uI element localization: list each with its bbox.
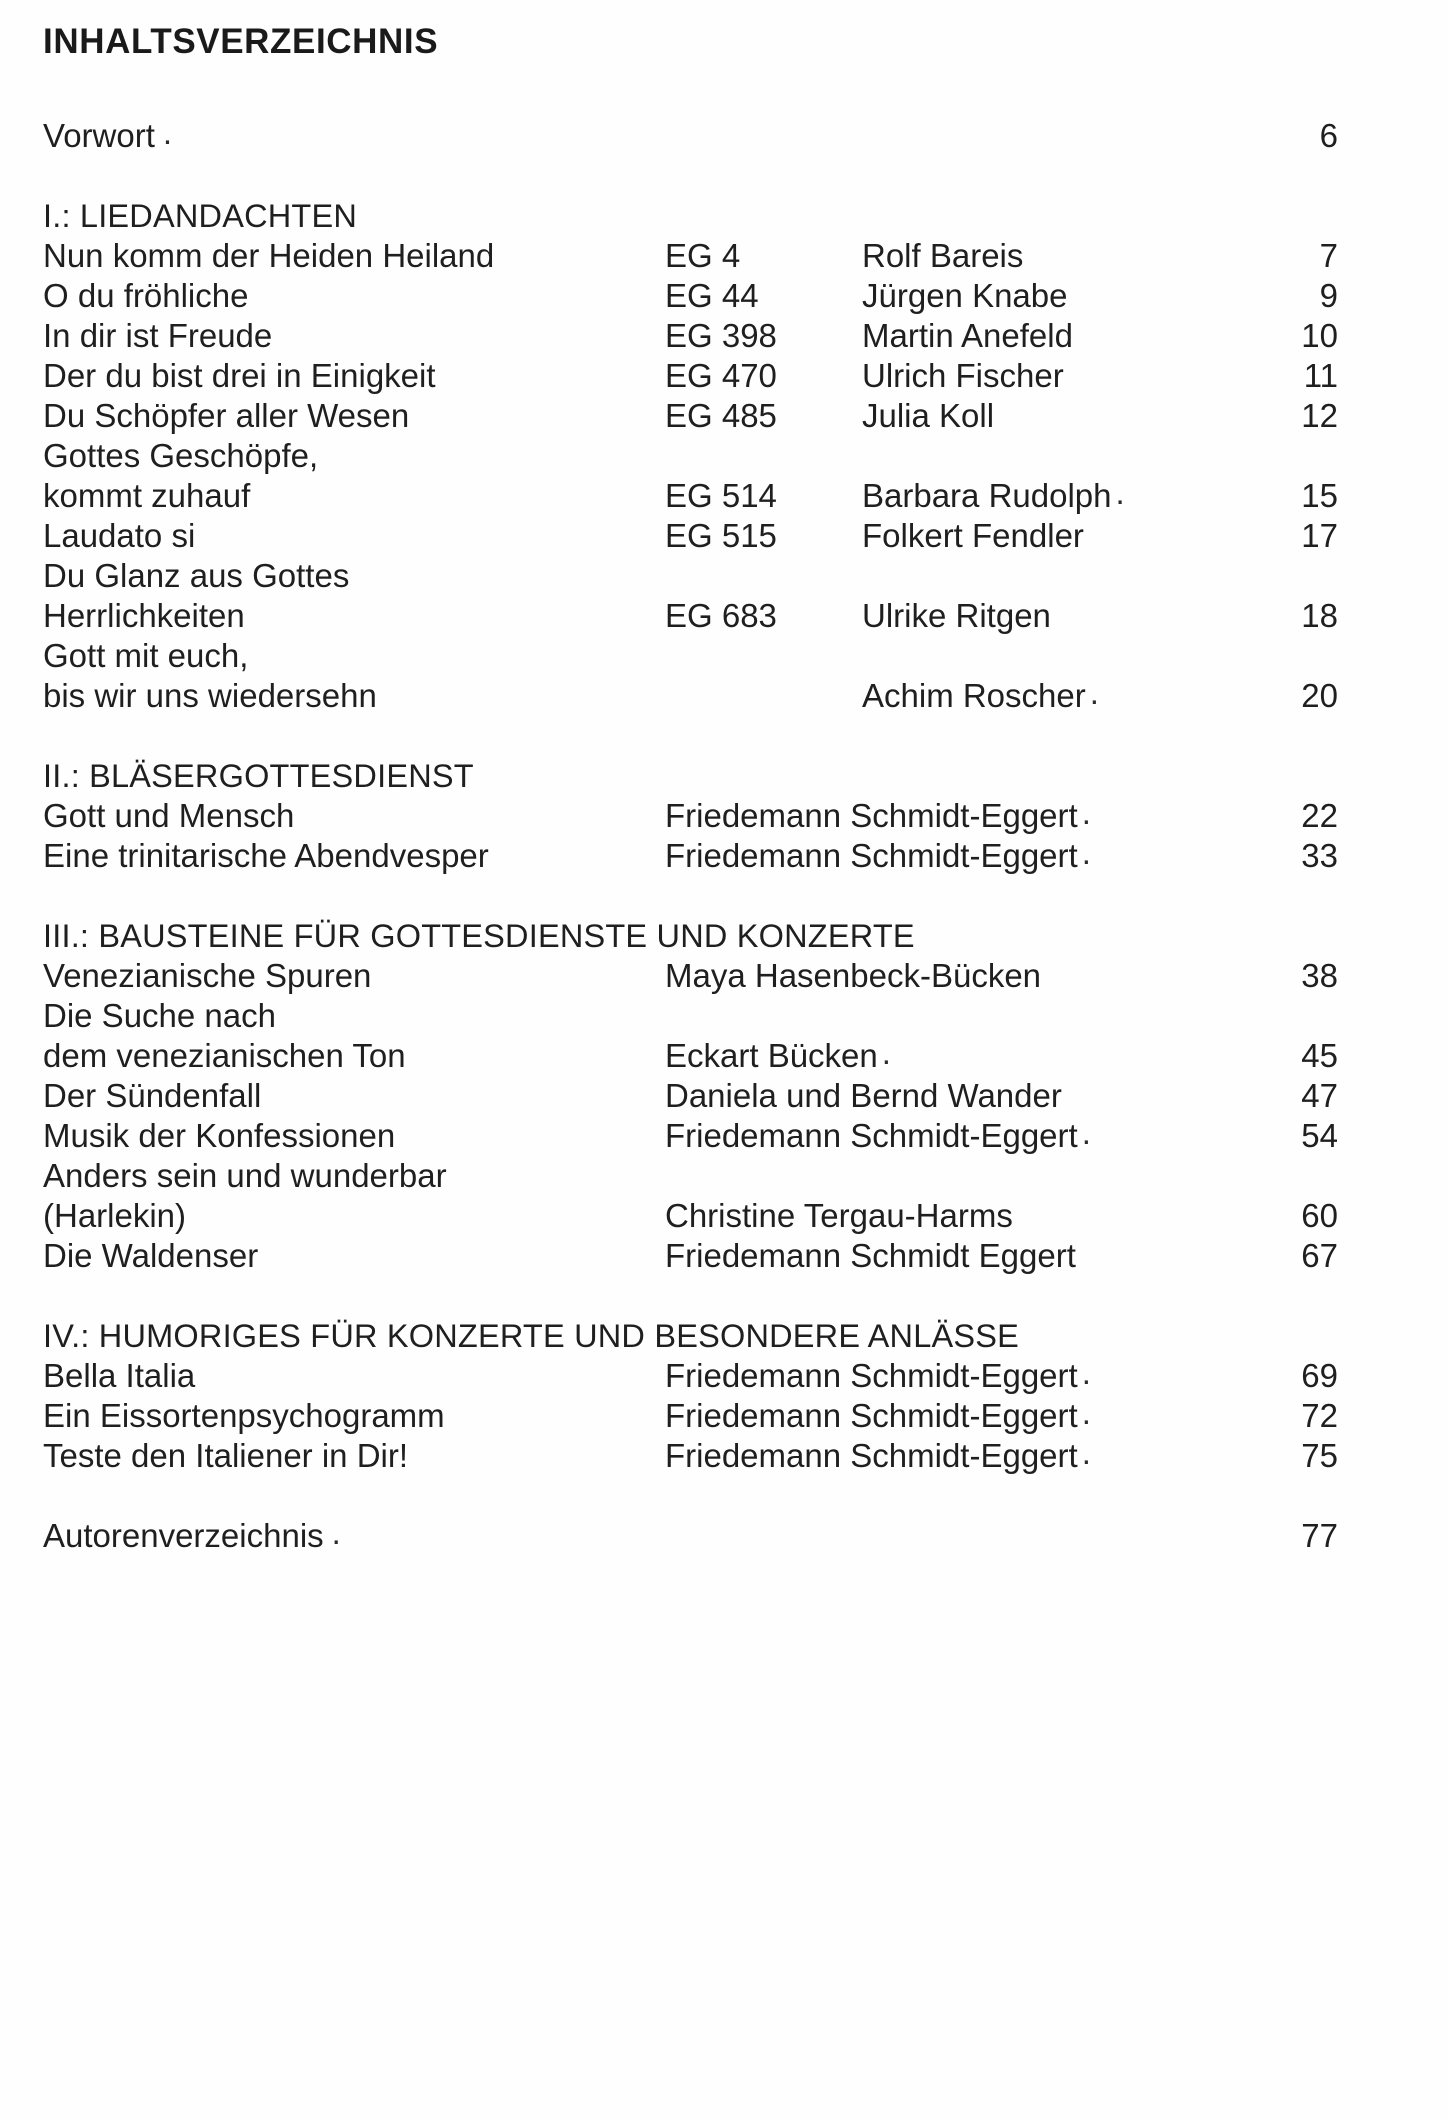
entry-page: 12 <box>1301 397 1338 434</box>
toc-entry-preface[interactable] <box>43 116 1338 156</box>
toc-entry[interactable] <box>43 236 1338 276</box>
entry-page: 18 <box>1301 597 1338 634</box>
entry-author-and-page <box>862 276 1338 316</box>
entry-title: O du fröhliche <box>43 277 249 314</box>
entry-page: 17 <box>1301 517 1338 554</box>
entry-page: 22 <box>1301 797 1338 834</box>
entry-author: Rolf Bareis <box>862 237 1024 274</box>
entry-page: 9 <box>1319 277 1338 314</box>
entry-title: dem venezianischen Ton <box>43 1037 406 1074</box>
entry-author-and-page <box>665 1076 1338 1116</box>
entry-author-and-page <box>665 956 1338 996</box>
entry-author: Eckart Bücken <box>665 1037 878 1074</box>
entry-author-and-page <box>665 1396 1338 1436</box>
entry-title: kommt zuhauf <box>43 477 251 514</box>
entry-author-and-page <box>665 1356 1338 1396</box>
entry-author: Ulrike Ritgen <box>862 597 1051 634</box>
toc-entry[interactable] <box>43 596 1338 636</box>
toc-entry[interactable] <box>43 1196 1338 1236</box>
entry-title: Musik der Konfessionen <box>43 1117 396 1154</box>
entry-author: Jürgen Knabe <box>862 277 1068 314</box>
preface-page: 6 <box>1319 117 1338 154</box>
entry-author-and-page <box>862 476 1338 516</box>
entry-title: Laudato si <box>43 517 196 554</box>
entry-hymn-number: EG 485 <box>665 397 777 434</box>
spacer <box>43 66 1338 116</box>
entry-title: Eine trinitarische Abendvesper <box>43 837 489 874</box>
entry-page: 33 <box>1301 837 1338 874</box>
toc-entry[interactable] <box>43 1156 1338 1196</box>
section-heading: II.: BLÄSERGOTTESDIENST <box>43 758 474 794</box>
entry-page: 45 <box>1301 1037 1338 1074</box>
toc-entry[interactable] <box>43 276 1338 316</box>
entry-author: Friedemann Schmidt-Eggert <box>665 1117 1078 1154</box>
spacer <box>43 876 1338 916</box>
section-heading: IV.: HUMORIGES FÜR KONZERTE UND BESONDERE ANLÄSSE <box>43 1318 1019 1354</box>
entry-page: 15 <box>1301 477 1338 514</box>
leader-dots: . <box>1081 834 1094 871</box>
toc-entry[interactable] <box>43 316 1338 356</box>
entry-author: Ulrich Fischer <box>862 357 1064 394</box>
toc-entry[interactable] <box>43 516 1338 556</box>
appendix-page: 77 <box>1301 1517 1338 1554</box>
entry-author-and-page <box>665 1196 1338 1236</box>
page-title: INHALTSVERZEICHNIS <box>43 22 439 61</box>
spacer <box>43 1276 1338 1316</box>
entry-hymn-number: EG 515 <box>665 517 777 554</box>
toc-entry[interactable] <box>43 1436 1338 1476</box>
entry-page: 20 <box>1301 677 1338 714</box>
entry-author-and-page <box>665 1236 1338 1276</box>
entry-title: In dir ist Freude <box>43 317 273 354</box>
leader-dots: . <box>1089 674 1102 711</box>
entry-author-and-page <box>862 596 1338 636</box>
entry-title: Du Glanz aus Gottes <box>43 557 350 594</box>
entry-author-and-page <box>665 1116 1338 1156</box>
toc-entry-appendix[interactable] <box>43 1516 1338 1556</box>
entry-hymn-number: EG 4 <box>665 237 741 274</box>
toc-entry[interactable] <box>43 1076 1338 1116</box>
entry-title: Nun komm der Heiden Heiland <box>43 237 495 274</box>
entry-hymn-number: EG 514 <box>665 477 777 514</box>
toc-entry[interactable] <box>43 1036 1338 1076</box>
entry-author: Friedemann Schmidt-Eggert <box>665 1397 1078 1434</box>
toc-entry[interactable] <box>43 1396 1338 1436</box>
entry-title: (Harlekin) <box>43 1197 187 1234</box>
entry-title: Die Waldenser <box>43 1237 259 1274</box>
entry-hymn-number: EG 44 <box>665 277 759 314</box>
entry-title: Gott und Mensch <box>43 797 295 834</box>
entry-title: Gott mit euch, <box>43 637 249 674</box>
section-heading: I.: LIEDANDACHTEN <box>43 198 358 234</box>
appendix-label: Autorenverzeichnis <box>43 1517 324 1554</box>
entry-page: 54 <box>1301 1117 1338 1154</box>
toc-entry[interactable] <box>43 836 1338 876</box>
leader-dots: . <box>1081 1114 1094 1151</box>
entry-author-and-page <box>665 1436 1338 1476</box>
entry-title: Anders sein und wunderbar <box>43 1157 447 1194</box>
entry-author-and-page <box>862 676 1338 716</box>
toc-entry[interactable] <box>43 636 1338 676</box>
spacer <box>43 156 1338 196</box>
entry-author-and-page <box>862 516 1338 556</box>
leader-dots: . <box>881 1034 894 1071</box>
entry-author-and-page <box>862 396 1338 436</box>
entry-page: 10 <box>1301 317 1338 354</box>
entry-author-and-page <box>862 236 1338 276</box>
leader-dots: . <box>1081 1354 1094 1391</box>
toc-entry[interactable] <box>43 1236 1338 1276</box>
entry-author: Folkert Fendler <box>862 517 1084 554</box>
entry-author: Daniela und Bernd Wander <box>665 1077 1062 1114</box>
entry-title: bis wir uns wiedersehn <box>43 677 377 714</box>
entry-title: Der Sündenfall <box>43 1077 262 1114</box>
toc-entry[interactable] <box>43 956 1338 996</box>
preface-label: Vorwort <box>43 117 155 154</box>
entry-page: 72 <box>1301 1397 1338 1434</box>
entry-page: 11 <box>1303 357 1338 394</box>
entry-hymn-number: EG 470 <box>665 357 777 394</box>
toc-entry[interactable] <box>43 476 1338 516</box>
entry-author: Martin Anefeld <box>862 317 1073 354</box>
entry-page: 7 <box>1319 237 1338 274</box>
toc-entry[interactable] <box>43 676 1338 716</box>
entry-author: Barbara Rudolph <box>862 477 1112 514</box>
leader-dots: . <box>1115 474 1128 511</box>
entry-author-and-page <box>665 836 1338 876</box>
entry-title: Der du bist drei in Einigkeit <box>43 357 436 394</box>
entry-author-and-page <box>862 316 1338 356</box>
entry-title: Du Schöpfer aller Wesen <box>43 397 410 434</box>
toc-entry[interactable] <box>43 436 1338 476</box>
entry-author-and-page <box>862 356 1338 396</box>
entry-author: Friedemann Schmidt Eggert <box>665 1237 1076 1274</box>
section-heading: III.: BAUSTEINE FÜR GOTTESDIENSTE UND KONZERTE <box>43 918 915 954</box>
entry-author: Maya Hasenbeck-Bücken <box>665 957 1042 994</box>
leader-dots: . <box>162 114 175 151</box>
entry-title: Venezianische Spuren <box>43 957 372 994</box>
entry-author: Christine Tergau-Harms <box>665 1197 1013 1234</box>
entry-author-and-page <box>665 796 1338 836</box>
toc-entry[interactable] <box>43 356 1338 396</box>
entry-page: 47 <box>1301 1077 1338 1114</box>
toc-entry[interactable] <box>43 796 1338 836</box>
entry-author: Friedemann Schmidt-Eggert <box>665 797 1078 834</box>
entry-title: Ein Eissortenpsychogramm <box>43 1397 445 1434</box>
toc-entry[interactable] <box>43 396 1338 436</box>
entry-title: Die Suche nach <box>43 997 276 1034</box>
leader-dots: . <box>1081 794 1094 831</box>
toc-entry[interactable] <box>43 996 1338 1036</box>
entry-title: Herrlichkeiten <box>43 597 245 634</box>
entry-author: Friedemann Schmidt-Eggert <box>665 837 1078 874</box>
entry-page: 67 <box>1301 1237 1338 1274</box>
entry-page: 69 <box>1301 1357 1338 1394</box>
entry-author: Friedemann Schmidt-Eggert <box>665 1357 1078 1394</box>
entry-author-and-page <box>665 1036 1338 1076</box>
entry-hymn-number: EG 398 <box>665 317 777 354</box>
spacer <box>43 1476 1338 1516</box>
entry-page: 38 <box>1301 957 1338 994</box>
entry-hymn-number: EG 683 <box>665 597 777 634</box>
leader-dots: . <box>331 1514 344 1551</box>
toc-sections <box>43 196 1338 1476</box>
toc-entry[interactable] <box>43 1116 1338 1156</box>
entry-author: Achim Roscher <box>862 677 1086 714</box>
toc-content <box>43 18 1338 1556</box>
spacer <box>43 716 1338 756</box>
entry-title: Bella Italia <box>43 1357 196 1394</box>
toc-entry[interactable] <box>43 556 1338 596</box>
leader-dots: . <box>1081 1434 1094 1471</box>
leader-dots: . <box>1081 1394 1094 1431</box>
entry-title: Gottes Geschöpfe, <box>43 437 319 474</box>
entry-title: Teste den Italiener in Dir! <box>43 1437 409 1474</box>
entry-page: 60 <box>1301 1197 1338 1234</box>
entry-author: Friedemann Schmidt-Eggert <box>665 1437 1078 1474</box>
entry-page: 75 <box>1301 1437 1338 1474</box>
toc-entry[interactable] <box>43 1356 1338 1396</box>
entry-author: Julia Koll <box>862 397 995 434</box>
